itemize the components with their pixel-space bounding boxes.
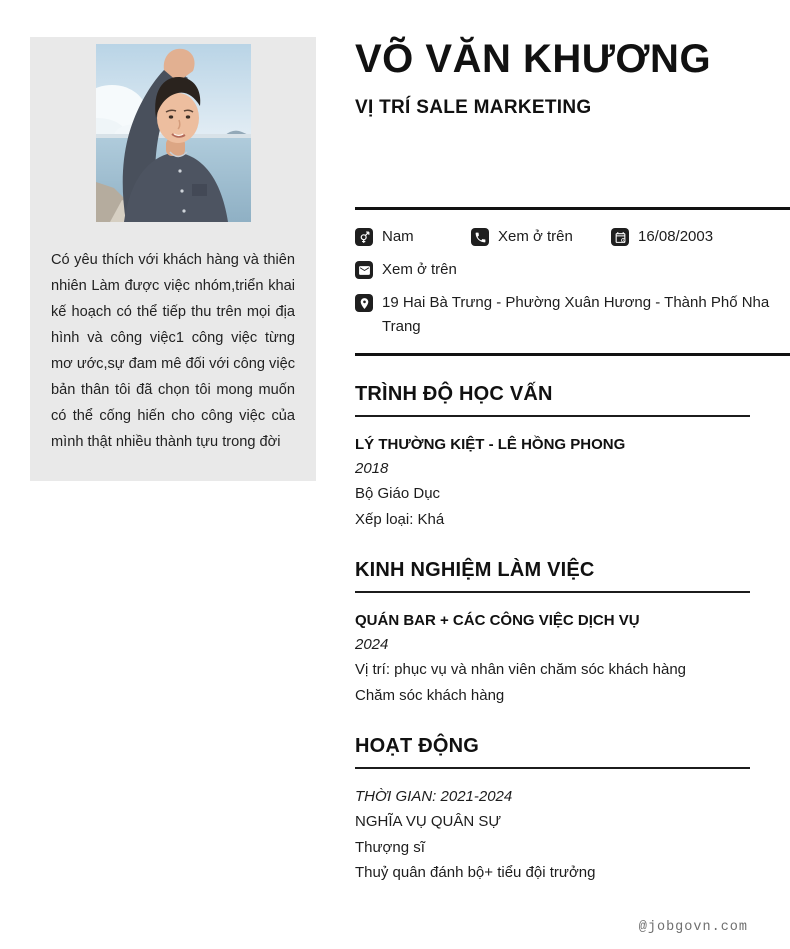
activities-item	[355, 785, 790, 886]
experience-item-period: 2024	[355, 636, 389, 653]
profile-photo-illustration	[96, 44, 251, 222]
section-experience	[355, 559, 790, 708]
activities-item-line: NGHĨA VỤ QUÂN SỰ	[355, 813, 502, 830]
contact-row-1	[355, 225, 790, 249]
birthdate-value: 16/08/2003	[638, 228, 714, 245]
profile-photo	[96, 44, 251, 222]
calendar-icon	[611, 228, 629, 246]
education-item	[355, 433, 790, 532]
sidebar	[30, 37, 316, 481]
experience-item	[355, 609, 790, 708]
section-activities	[355, 735, 790, 886]
education-heading: TRÌNH ĐỘ HỌC VẤN	[355, 383, 750, 417]
contact-birthdate	[611, 225, 713, 249]
phone-value: Xem ở trên	[498, 228, 573, 245]
contact-block	[355, 225, 790, 339]
site-watermark: @jobgovn.com	[638, 920, 748, 935]
divider-contact-bottom	[355, 353, 790, 356]
contact-email	[355, 258, 790, 282]
experience-item-line: Vị trí: phục vụ và nhân viên chăm sóc khách hàng	[355, 661, 687, 678]
section-education	[355, 383, 790, 532]
education-item-period: 2018	[355, 460, 389, 477]
education-item-line: Xếp loại: Khá	[355, 510, 445, 528]
address-value: 19 Hai Bà Trưng - Phường Xuân Hương - Thành Phố Nha Trang	[382, 294, 770, 335]
phone-icon	[471, 228, 489, 246]
main-column	[355, 0, 790, 886]
education-item-title: LÝ THƯỜNG KIỆT - LÊ HỒNG PHONG	[355, 436, 626, 453]
candidate-name: VÕ VĂN KHƯƠNG	[355, 37, 712, 81]
divider-top	[355, 207, 790, 210]
activities-item-line: Thượng sĩ	[355, 838, 425, 856]
profile-summary: Có yêu thích với khách hàng và thiên nhiên Làm được việc nhóm,triển khai kế hoạch có thể tiếp thu trên mọi địa hình và công việc1 công việc từng mơ ước,sự đam mê đối với công việc bản thân tôi đã chọn tôi mong muốn có thể cống hiến cho công việc của mình thật nhiều thành tựu trong đời	[51, 252, 295, 450]
contact-phone	[471, 225, 611, 249]
experience-heading: KINH NGHIỆM LÀM VIỆC	[355, 559, 750, 593]
activities-heading: HOẠT ĐỘNG	[355, 735, 750, 769]
gender-icon	[355, 228, 373, 246]
activities-item-line: Thuỷ quân đánh bộ+ tiểu đội trưởng	[355, 864, 596, 881]
activities-item-period: THỜI GIAN: 2021-2024	[355, 788, 513, 805]
contact-gender	[355, 225, 471, 249]
experience-item-line: Chăm sóc khách hàng	[355, 686, 505, 704]
gender-value: Nam	[382, 228, 414, 245]
experience-item-title: QUÁN BAR + CÁC CÔNG VIỆC DỊCH VỤ	[355, 612, 640, 629]
candidate-job-title: VỊ TRÍ SALE MARKETING	[355, 97, 592, 118]
location-pin-icon	[355, 294, 373, 312]
contact-address	[355, 291, 790, 339]
email-value: Xem ở trên	[382, 261, 457, 278]
email-icon	[355, 261, 373, 279]
education-item-line: Bộ Giáo Dục	[355, 485, 441, 502]
